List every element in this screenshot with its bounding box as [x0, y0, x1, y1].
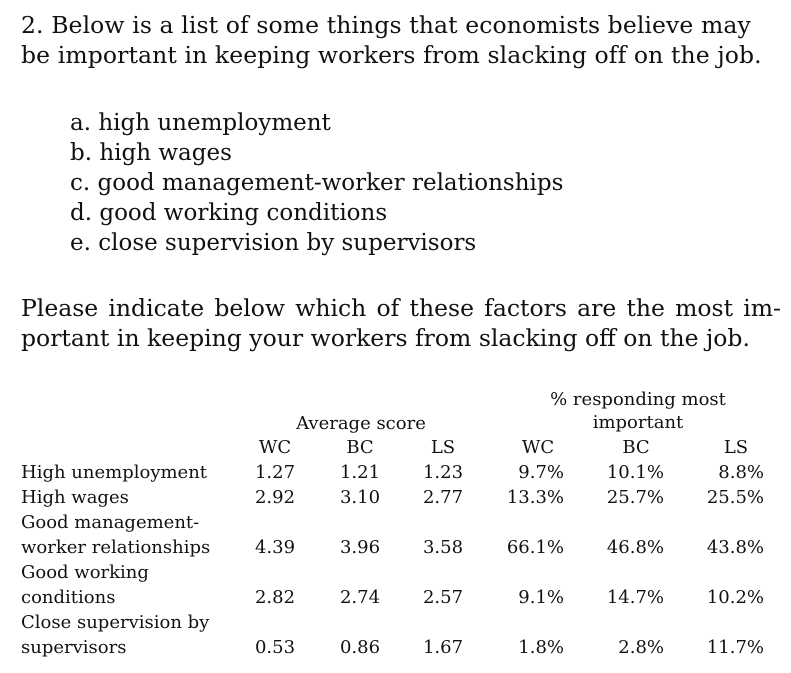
cell-value: 0.53: [254, 637, 296, 658]
cell-value: 2.82: [254, 587, 296, 608]
row-label-high-wages: High wages: [21, 487, 129, 508]
factor-item-b: b. high wages: [70, 140, 232, 166]
row-label-conditions-line-1: Good working: [21, 562, 149, 583]
cell-value: 43.8%: [706, 537, 764, 558]
average-score-header: Average score: [296, 413, 426, 434]
col-header-wc-pct: WC: [521, 437, 555, 458]
factor-item-e: e. close supervision by supervisors: [70, 230, 477, 256]
cell-value: 9.1%: [518, 587, 564, 608]
cell-value: 1.21: [339, 462, 381, 483]
row-label-conditions-line-2: conditions: [21, 587, 116, 608]
col-header-wc-avg: WC: [258, 437, 292, 458]
cell-value: 8.8%: [718, 462, 764, 483]
cell-value: 2.57: [422, 587, 464, 608]
cell-value: 25.7%: [606, 487, 664, 508]
col-header-bc-pct: BC: [622, 437, 650, 458]
factor-item-a: a. high unemployment: [70, 110, 331, 136]
cell-value: 2.8%: [618, 637, 664, 658]
cell-value: 46.8%: [606, 537, 664, 558]
cell-value: 3.10: [339, 487, 381, 508]
cell-value: 66.1%: [506, 537, 564, 558]
row-label-management-line-2: worker relationships: [21, 537, 211, 558]
cell-value: 2.77: [422, 487, 464, 508]
cell-value: 2.92: [254, 487, 296, 508]
col-header-ls-avg: LS: [430, 437, 456, 458]
cell-value: 4.39: [254, 537, 296, 558]
instruction-line-2: portant in keeping your workers from slacking off on the job.: [21, 324, 750, 352]
row-label-supervision-line-2: supervisors: [21, 637, 127, 658]
cell-value: 1.8%: [518, 637, 564, 658]
col-header-ls-pct: LS: [723, 437, 749, 458]
cell-value: 2.74: [339, 587, 381, 608]
cell-value: 1.27: [254, 462, 296, 483]
factor-item-d: d. good working conditions: [70, 200, 388, 226]
cell-value: 10.1%: [606, 462, 664, 483]
cell-value: 3.96: [339, 537, 381, 558]
cell-value: 25.5%: [706, 487, 764, 508]
cell-value: 9.7%: [518, 462, 564, 483]
percent-header-line-1: % responding most: [550, 389, 726, 410]
cell-value: 13.3%: [506, 487, 564, 508]
cell-value: 0.86: [339, 637, 381, 658]
percent-header-line-2: important: [592, 412, 684, 433]
instruction-line-1: Please indicate below which of these factors are the most im-: [21, 294, 781, 322]
col-header-bc-avg: BC: [346, 437, 374, 458]
cell-value: 14.7%: [606, 587, 664, 608]
cell-value: 1.23: [422, 462, 464, 483]
row-label-management-line-1: Good management-: [21, 512, 200, 533]
factor-item-c: c. good management-worker relationships: [70, 170, 564, 196]
row-label-high-unemployment: High unemployment: [21, 462, 208, 483]
row-label-supervision-line-1: Close supervision by: [21, 612, 210, 633]
cell-value: 11.7%: [706, 637, 764, 658]
cell-value: 1.67: [422, 637, 464, 658]
cell-value: 10.2%: [706, 587, 764, 608]
question-text: 2. Below is a list of some things that economists believe may be important in keeping workers from slacking off on the job.: [21, 11, 762, 69]
cell-value: 3.58: [422, 537, 464, 558]
